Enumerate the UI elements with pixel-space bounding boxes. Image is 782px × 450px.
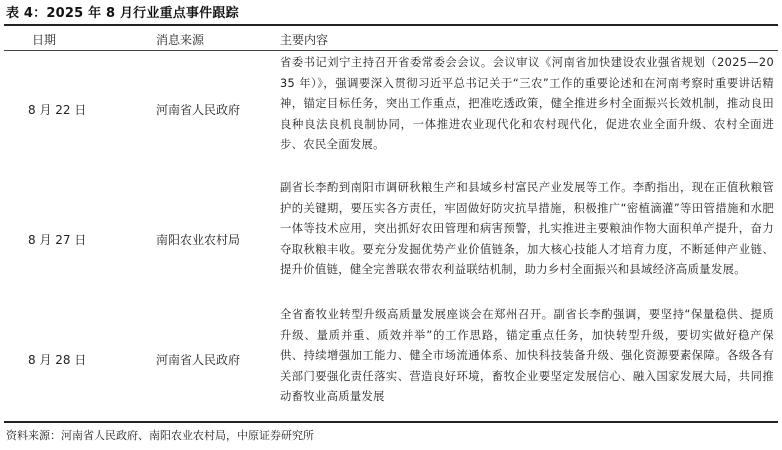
table-row	[4, 53, 778, 171]
header-date: 日期	[32, 33, 57, 47]
row-content: 全省畜牧业转型升级高质量发展座谈会在郑州召开。副省长李酌强调，要坚持“保量稳供、提质升级、量质并重、质效并举”的工作思路，锚定重点任务，加快转型升级，要切实做好稳产保供、持续增强加工能力、健全市场流通体系、加快科技装备升级、强化资源要素保障。各级各有关部门要强化责任落实、营造良好环境，畜牧企业要坚定发展信心、融入国家发展大局，共同推动畜牧业高质量发展	[280, 308, 774, 404]
row-date: 8 月 28 日	[28, 353, 87, 367]
table-title: 表 4：2025 年 8 月行业重点事件跟踪	[6, 6, 239, 21]
source-footnote: 资料来源：河南省人民政府、南阳农业农村局，中原证券研究所	[6, 429, 314, 442]
table-row	[4, 305, 778, 417]
row-content: 副省长李酌到南阳市调研秋粮生产和县域乡村富民产业发展等工作。李酌指出，现在正值秋粮管护的关键期，要压实各方责任，牢固做好防灾抗旱措施，积极推广“密植滴灌”等田管措施和水肥一体等技术应用，突出抓好农田管理和病害预警，扎实推进主要粮油作物大面积单产提升，奋力夺取秋粮丰收。要充分发掘优势产业价值链条，加大核心技能人才培育力度，不断延伸产业链、提升价值链，健全完善联农带农利益联结机制，助力乡村全面振兴和县域经济高质量发展。	[280, 181, 774, 277]
row-source: 河南省人民政府	[156, 103, 241, 117]
table-header-row	[4, 26, 778, 50]
row-source: 南阳农业农村局	[156, 233, 241, 247]
row-date: 8 月 22 日	[28, 103, 87, 117]
header-source: 消息来源	[156, 33, 205, 47]
row-date: 8 月 27 日	[28, 233, 87, 247]
table-row	[4, 178, 778, 302]
row-content: 省委书记刘宁主持召开省委常委会会议。会议审议《河南省加快建设农业强省规划（2025—2035 年）》，强调要深入贯彻习近平总书记关于“三农”工作的重要论述和在河南考察时重要讲话精神，锚定目标任务，突出工作重点，把准吃透政策，健全推进乡村全面振兴长效机制，推动良田良种良法良机良制协同，一体推进农业现代化和农村现代化，促进农业全面升级、农村全面进步、农民全面发展。	[280, 56, 774, 152]
header-content: 主要内容	[280, 33, 329, 47]
row-source: 河南省人民政府	[156, 353, 241, 367]
table-header-rule	[4, 50, 778, 51]
table-bottom-rule	[4, 421, 778, 423]
